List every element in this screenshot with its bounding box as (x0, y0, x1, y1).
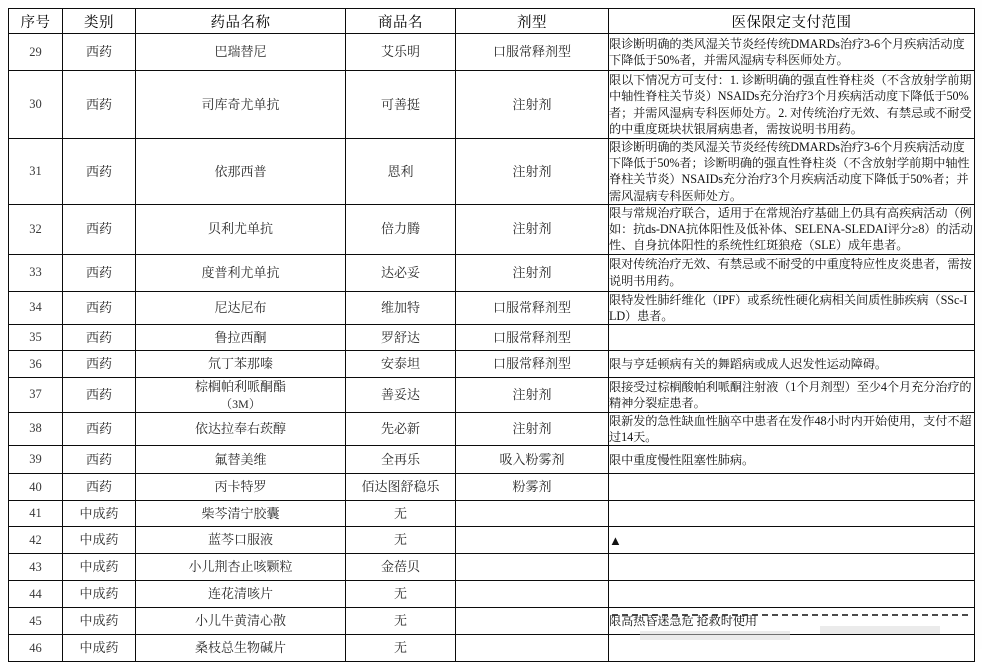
cell-seq: 30 (9, 71, 63, 139)
cell-dosage-form: 口服常释剂型 (456, 34, 609, 71)
table-row (9, 554, 975, 581)
table-row (9, 71, 975, 139)
cell-seq: 44 (9, 581, 63, 608)
cell-seq: 34 (9, 291, 63, 324)
cell-category: 西药 (63, 377, 136, 412)
cell-category: 西药 (63, 446, 136, 474)
cell-seq: 45 (9, 608, 63, 635)
column-header-trade-name: 商品名 (346, 9, 456, 34)
table-row (9, 377, 975, 412)
cell-drug-name: 巴瑞替尼 (136, 34, 346, 71)
cell-dosage-form: 注射剂 (456, 254, 609, 291)
cell-seq: 43 (9, 554, 63, 581)
cell-category: 西药 (63, 350, 136, 377)
column-header-dosage-form: 剂型 (456, 9, 609, 34)
cell-category: 西药 (63, 324, 136, 350)
cell-dosage-form: 注射剂 (456, 377, 609, 412)
cell-drug-name: 桑枝总生物碱片 (136, 635, 346, 662)
cell-category: 西药 (63, 34, 136, 71)
cell-trade-name: 艾乐明 (346, 34, 456, 71)
cell-drug-name: 度普利尤单抗 (136, 254, 346, 291)
table-row (9, 34, 975, 71)
cell-drug-name: 连花清咳片 (136, 581, 346, 608)
cell-seq: 40 (9, 474, 63, 501)
cell-drug-name: 小儿荆杏止咳颗粒 (136, 554, 346, 581)
cell-category: 中成药 (63, 554, 136, 581)
cell-trade-name: 无 (346, 581, 456, 608)
cell-trade-name: 倍力腾 (346, 204, 456, 254)
table-row (9, 474, 975, 501)
cell-trade-name: 罗舒达 (346, 324, 456, 350)
table-row (9, 350, 975, 377)
cell-seq: 38 (9, 412, 63, 445)
cell-drug-name: 依那西普 (136, 139, 346, 205)
cell-seq: 36 (9, 350, 63, 377)
cell-seq: 29 (9, 34, 63, 71)
column-header-scope: 医保限定支付范围 (609, 9, 975, 34)
table-row (9, 581, 975, 608)
cell-seq: 32 (9, 204, 63, 254)
cell-category: 西药 (63, 139, 136, 205)
cell-seq: 46 (9, 635, 63, 662)
cell-trade-name: 可善挺 (346, 71, 456, 139)
cell-scope: 限以下情况方可支付：1. 诊断明确的强直性脊柱炎（不含放射学前期中轴性脊柱关节炎）NSAIDs充分治疗3个月疾病活动度下降低于50%者；并需风湿病专科医师处方。2. 对传统治疗无效、有禁忌或不耐受的中重度斑块状银屑病患者，需按说明书用药。 (609, 71, 975, 139)
cell-scope (609, 324, 975, 350)
table-row (9, 527, 975, 554)
cell-trade-name: 无 (346, 501, 456, 527)
cell-category: 中成药 (63, 581, 136, 608)
cell-scope: 限中重度慢性阻塞性肺病。 (609, 446, 975, 474)
cell-trade-name: 全再乐 (346, 446, 456, 474)
cell-trade-name: 维加特 (346, 291, 456, 324)
column-header-drug-name: 药品名称 (136, 9, 346, 34)
column-header-seq: 序号 (9, 9, 63, 34)
cell-category: 中成药 (63, 527, 136, 554)
cell-trade-name: 先必新 (346, 412, 456, 445)
cell-dosage-form: 注射剂 (456, 71, 609, 139)
cell-dosage-form: 注射剂 (456, 139, 609, 205)
cell-trade-name: 恩利 (346, 139, 456, 205)
cell-dosage-form (456, 554, 609, 581)
cell-scope: 限特发性肺纤维化（IPF）或系统性硬化病相关间质性肺疾病（SSc-ILD）患者。 (609, 291, 975, 324)
cell-seq: 39 (9, 446, 63, 474)
table-row (9, 254, 975, 291)
cell-category: 西药 (63, 204, 136, 254)
table-row (9, 204, 975, 254)
cell-scope: 限诊断明确的类风湿关节炎经传统DMARDs治疗3-6个月疾病活动度下降低于50%者，并需风湿病专科医师处方。 (609, 34, 975, 71)
cell-trade-name: 安泰坦 (346, 350, 456, 377)
cell-drug-name (136, 377, 346, 412)
cell-drug-name: 小儿牛黄清心散 (136, 608, 346, 635)
cell-scope-marker: ▲ (609, 527, 975, 554)
cell-dosage-form: 口服常释剂型 (456, 324, 609, 350)
table-header (9, 9, 975, 34)
cell-scope (609, 501, 975, 527)
table-body (9, 34, 975, 662)
cell-category: 西药 (63, 412, 136, 445)
table-row (9, 635, 975, 662)
cell-drug-name: 依达拉奉右莰醇 (136, 412, 346, 445)
cell-category: 西药 (63, 474, 136, 501)
cell-seq: 41 (9, 501, 63, 527)
cell-drug-name: 贝利尤单抗 (136, 204, 346, 254)
cell-trade-name: 无 (346, 527, 456, 554)
cell-category: 中成药 (63, 501, 136, 527)
cell-drug-name: 氘丁苯那嗪 (136, 350, 346, 377)
table-row (9, 412, 975, 445)
cell-dosage-form: 注射剂 (456, 412, 609, 445)
cell-category: 中成药 (63, 608, 136, 635)
column-header-category: 类别 (63, 9, 136, 34)
cell-dosage-form (456, 608, 609, 635)
cell-scope (609, 581, 975, 608)
cell-dosage-form: 口服常释剂型 (456, 350, 609, 377)
cell-trade-name: 达必妥 (346, 254, 456, 291)
cell-scope (609, 635, 975, 662)
cell-scope: 限接受过棕榈酸帕利哌酮注射液（1个月剂型）至少4个月充分治疗的精神分裂症患者。 (609, 377, 975, 412)
cell-drug-name: 丙卡特罗 (136, 474, 346, 501)
table-row (9, 139, 975, 205)
cell-scope: 限与亨廷顿病有关的舞蹈病或成人迟发性运动障碍。 (609, 350, 975, 377)
table-row (9, 291, 975, 324)
cell-dosage-form (456, 501, 609, 527)
cell-dosage-form (456, 527, 609, 554)
cell-category: 西药 (63, 254, 136, 291)
cell-scope (609, 474, 975, 501)
cell-seq: 33 (9, 254, 63, 291)
cell-seq: 37 (9, 377, 63, 412)
table-row (9, 501, 975, 527)
cell-seq: 42 (9, 527, 63, 554)
cell-drug-name: 蓝芩口服液 (136, 527, 346, 554)
cell-drug-name: 尼达尼布 (136, 291, 346, 324)
cell-scope: 限新发的急性缺血性脑卒中患者在发作48小时内开始使用，支付不超过14天。 (609, 412, 975, 445)
cell-scope: 限高热昏迷急危 抢救时使用 (609, 608, 975, 635)
cell-drug-name: 氟替美维 (136, 446, 346, 474)
cell-scope: 限对传统治疗无效、有禁忌或不耐受的中重度特应性皮炎患者，需按说明书用药。 (609, 254, 975, 291)
table-row (9, 608, 975, 635)
cell-drug-name: 鲁拉西酮 (136, 324, 346, 350)
cell-category: 西药 (63, 71, 136, 139)
cell-drug-name: 柴芩清宁胶囊 (136, 501, 346, 527)
cell-category: 中成药 (63, 635, 136, 662)
cell-trade-name: 善妥达 (346, 377, 456, 412)
header-row (9, 9, 975, 34)
cell-dosage-form: 注射剂 (456, 204, 609, 254)
cell-category: 西药 (63, 291, 136, 324)
cell-dosage-form: 粉雾剂 (456, 474, 609, 501)
table-row (9, 324, 975, 350)
cell-scope: 限诊断明确的类风湿关节炎经传统DMARDs治疗3-6个月疾病活动度下降低于50%者；诊断明确的强直性脊柱炎（不含放射学前期中轴性脊柱关节炎）NSAIDs充分治疗3个月疾病活动度下降低于50%者；并需风湿病专科医师处方。 (609, 139, 975, 205)
drug-name-main: 棕榈帕利哌酮酯 (194, 378, 286, 394)
cell-trade-name: 无 (346, 608, 456, 635)
cell-dosage-form: 口服常释剂型 (456, 291, 609, 324)
table-row (9, 446, 975, 474)
cell-trade-name: 佰达图舒稳乐 (346, 474, 456, 501)
cell-seq: 35 (9, 324, 63, 350)
cell-dosage-form: 吸入粉雾剂 (456, 446, 609, 474)
cell-dosage-form (456, 581, 609, 608)
cell-scope: 限与常规治疗联合，适用于在常规治疗基础上仍具有高疾病活动（例如：抗ds-DNA抗体阳性及低补体、SELENA-SLEDAI评分≥8）的活动性、自身抗体阳性的系统性红斑狼疮（SLE）成年患者。 (609, 205, 973, 253)
cell-scope (609, 554, 975, 581)
cell-dosage-form (456, 635, 609, 662)
cell-seq: 31 (9, 139, 63, 205)
drug-catalog-table (8, 8, 975, 662)
cell-trade-name: 金蓓贝 (346, 554, 456, 581)
drug-name-spec: （3M） (220, 396, 261, 411)
cell-drug-name: 司库奇尤单抗 (136, 71, 346, 139)
cell-trade-name: 无 (346, 635, 456, 662)
